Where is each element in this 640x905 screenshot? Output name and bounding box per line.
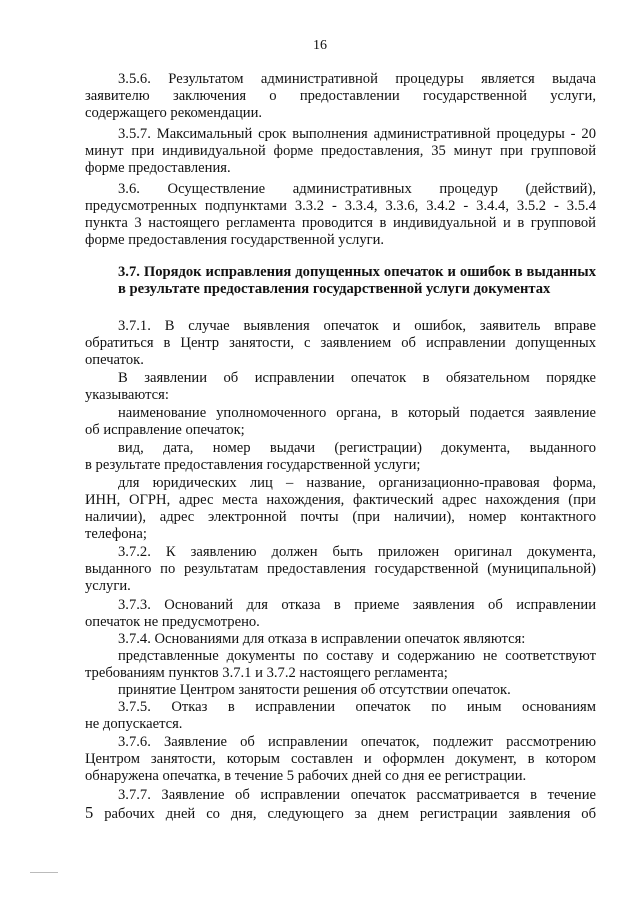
paragraph-legal-entities <box>85 475 596 543</box>
text-line: об исправление опечаток; <box>85 422 245 438</box>
text-line: 3.7.7. Заявление об исправлении опечаток рассматривается в течение <box>118 787 596 803</box>
scan-artifact <box>30 872 58 873</box>
text-line: 3.7.5. Отказ в исправлении опечаток по иным основаниям <box>118 699 596 715</box>
heading-line: 3.7. Порядок исправления допущенных опечаток и ошибок в выданных <box>118 264 596 280</box>
text-line: В заявлении об исправлении опечаток в обязательном порядке <box>118 370 596 386</box>
text-line: требованиям пунктов 3.7.1 и 3.7.2 настоящего регламента; <box>85 665 448 681</box>
text-line: телефона; <box>85 526 147 542</box>
text-line: предусмотренных подпунктами 3.3.2 - 3.3.4, 3.3.6, 3.4.2 - 3.4.4, 3.5.2 - 3.5.4 <box>85 198 596 214</box>
text-line: содержащего рекомендации. <box>85 105 263 121</box>
text-line: указываются: <box>85 387 169 403</box>
text-line: обнаружена опечатка, в течение 5 рабочих дней со дня ее регистрации. <box>85 768 527 784</box>
paragraph-3-7-3 <box>85 597 596 631</box>
text-fragment: рабочих дней со дня, следующего за днем регистрации заявления об <box>93 806 596 821</box>
text-line: для юридических лиц – название, организационно-правовая форма, <box>118 475 596 491</box>
text-line: опечаток. <box>85 352 144 368</box>
text-line: 3.5.6. Результатом административной процедуры является выдача <box>118 71 596 87</box>
text-line: услуги. <box>85 578 131 594</box>
text-line: форме предоставления. <box>85 160 231 176</box>
paragraph-3-7-5 <box>85 699 596 733</box>
text-line: представленные документы по составу и содержанию не соответствуют <box>118 648 596 664</box>
days-count: 5 <box>85 804 94 821</box>
text-line: наличии), адрес электронной почты (при наличии), номер контактного <box>85 509 596 525</box>
paragraph-authority-name <box>85 405 596 439</box>
text-line: наименование уполномоченного органа, в который подается заявление <box>118 405 596 421</box>
paragraph-3-7-1 <box>85 318 596 369</box>
text-line: 3.7.4. Основаниями для отказа в исправлении опечаток являются: <box>118 631 526 647</box>
text-line: 3.7.2. К заявлению должен быть приложен оригинал документа, <box>118 544 596 560</box>
paragraph-application-contents <box>85 370 596 404</box>
text-line: 3.7.3. Оснований для отказа в приеме заявления об исправлении <box>118 597 596 613</box>
paragraph-3-6 <box>85 181 596 249</box>
paragraph-3-7-6 <box>85 734 596 785</box>
paragraph-document-info <box>85 440 596 474</box>
page-number: 16 <box>313 38 327 53</box>
section-heading-3-7 <box>118 264 596 298</box>
text-line: заявителю заключения о предоставлении государственной услуги, <box>85 88 596 104</box>
text-line: обратиться в Центр занятости, с заявлением об исправлении допущенных <box>85 335 596 351</box>
paragraph-documents-mismatch <box>85 648 596 682</box>
text-line <box>85 804 596 821</box>
text-line: выданного по результатам предоставления государственной (муниципальной) <box>85 561 596 577</box>
text-line: вид, дата, номер выдачи (регистрации) документа, выданного <box>118 440 596 456</box>
text-line: 3.7.6. Заявление об исправлении опечаток, подлежит рассмотрению <box>118 734 596 750</box>
text-line: форме предоставления государственной услуги. <box>85 232 385 248</box>
text-line: не допускается. <box>85 716 183 732</box>
text-line: Центром занятости, которым составлен и оформлен документ, в котором <box>85 751 596 767</box>
text-line: принятие Центром занятости решения об отсутствии опечаток. <box>118 682 511 698</box>
heading-line: в результате предоставления государственной услуги документах <box>118 281 551 297</box>
text-line: в результате предоставления государственной услуги; <box>85 457 421 473</box>
paragraph-3-5-7 <box>85 126 596 177</box>
paragraph-no-typos-decision <box>85 682 596 699</box>
text-line: 3.7.1. В случае выявления опечаток и ошибок, заявитель вправе <box>118 318 596 334</box>
text-line: 3.6. Осуществление административных процедур (действий), <box>118 181 596 197</box>
text-line: ИНН, ОГРН, адрес места нахождения, фактический адрес нахождения (при <box>85 492 596 508</box>
paragraph-3-7-4 <box>85 631 596 648</box>
paragraph-3-7-7 <box>85 787 596 821</box>
text-line: пункта 3 настоящего регламента проводится в индивидуальной и в групповой <box>85 215 596 231</box>
text-line: опечаток не предусмотрено. <box>85 614 260 630</box>
text-line: 3.5.7. Максимальный срок выполнения административной процедуры - 20 <box>118 126 596 142</box>
text-line: минут при индивидуальной форме предоставления, 35 минут при групповой <box>85 143 596 159</box>
paragraph-3-5-6 <box>85 71 596 122</box>
paragraph-3-7-2 <box>85 544 596 595</box>
